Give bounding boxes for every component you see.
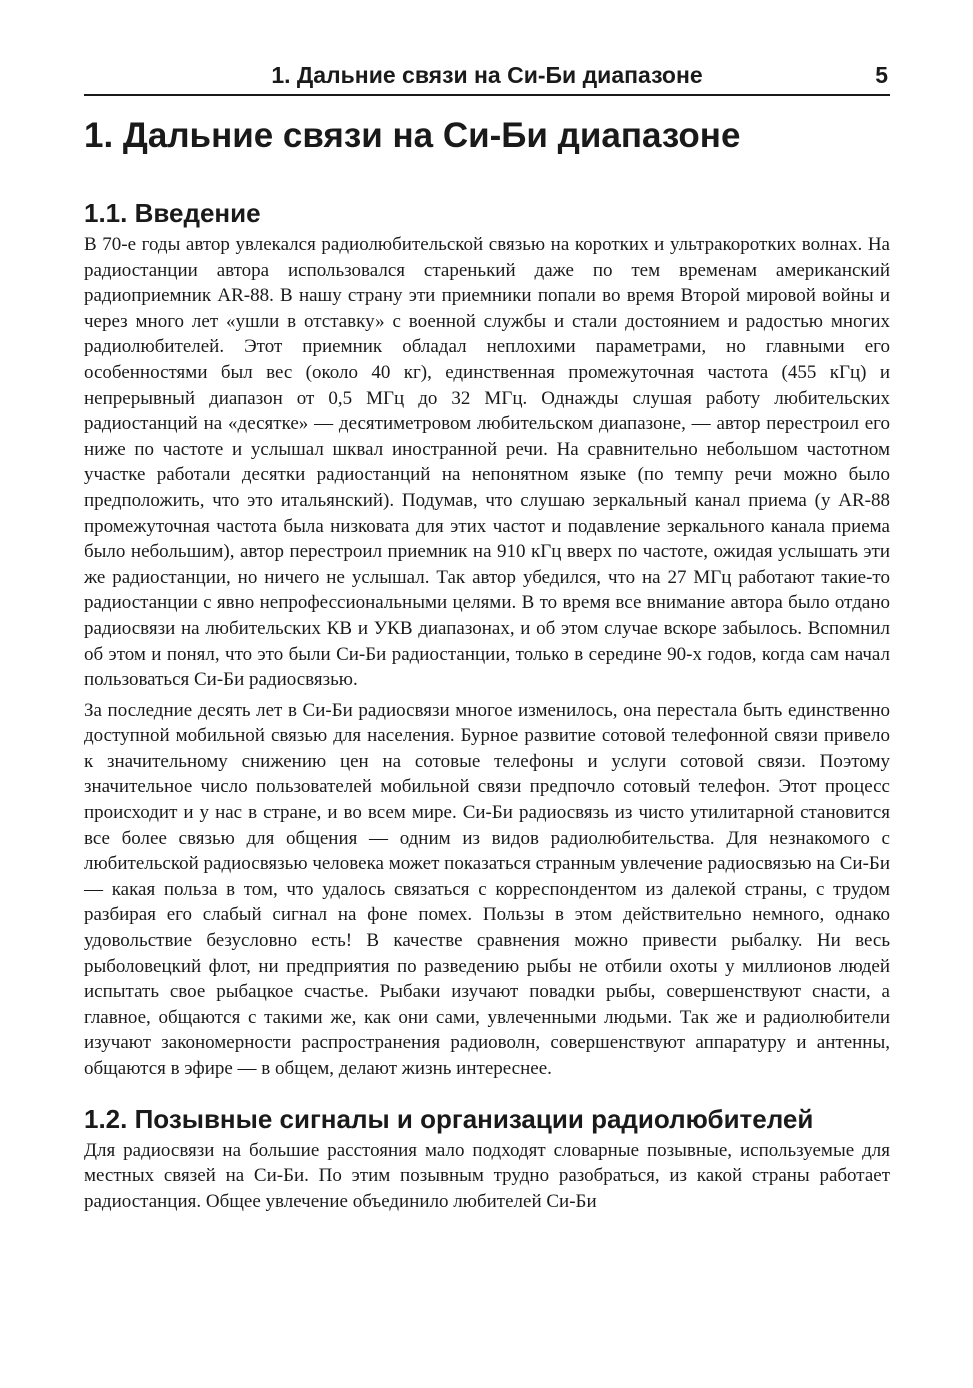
page-content — [84, 106, 890, 1214]
page-number: 5 — [875, 62, 888, 88]
body-paragraph: За последние десять лет в Си-Би радиосвязи многое изменилось, она перестала быть единственно доступной мобильной связью для населения. Бурное развитие сотовой телефонной связи привело к значительному снижению цен на сотовые телефоны и услуги сотовой связи. Поэтому значительное число пользователей мобильной связи предпочло сотовый телефон. Этот процесс происходит и у нас в стране, и во всем мире. Си-Би радиосвязь из чисто утилитарной становится все более связью для общения — одним из видов радиолюбительства. Для незнакомого с любительской радиосвязью человека может показаться странным увлечение радиосвязью на Си-Би — какая польза в том, что удалось связаться с корреспондентом из далекой страны, с трудом разбирая его слабый сигнал на фоне помех. Пользы в этом действительно немного, однако удовольствие безусловно есть! В качестве сравнения можно привести рыбалку. Ни весь рыболовецкий флот, ни предприятия по разведению рыбы не отбили охоты у миллионов людей испытать свое рыбацкое счастье. Рыбаки изучают повадки рыбы, совершенствуют снасти, а главное, общаются с такими же, как они сами, увлеченными людьми. Так же и радиолюбители изучают закономерности распространения радиоволн, совершенствуют аппаратуру и антенны, общаются в эфире — в общем, делают жизнь интереснее. — [84, 699, 890, 1079]
chapter-title: 1. Дальние связи на Си-Би диапазоне — [84, 116, 741, 155]
running-head — [84, 60, 890, 96]
body-paragraph: Для радиосвязи на большие расстояния мало подходят словарные позывные, используемые для местных связей на Си-Би. По этим позывным трудно разобраться, из какой страны работает радиостанция. Общее увлечение объединило любителей Си-Би — [84, 1139, 890, 1212]
section-heading-call-signs: 1.2. Позывные сигналы и организации радиолюбителей — [84, 1103, 814, 1134]
section-heading-introduction: 1.1. Введение — [84, 198, 261, 228]
running-head-title: 1. Дальние связи на Си-Би диапазоне — [271, 62, 703, 88]
body-paragraph: В 70-е годы автор увлекался радиолюбительской связью на коротких и ультракоротких волнах. На радиостанции автора использовался старенький даже по тем временам американский радиоприемник AR-88. В нашу страну эти приемники попали во время Второй мировой войны и через много лет «ушли в отставку» с военной службы и стали достоянием и радостью многих радиолюбителей. Этот приемник обладал неплохими параметрами, но главными его особенностями был вес (около 40 кг), единственная промежуточная частота (455 кГц) и непрерывный диапазон от 0,5 МГц до 32 МГц. Однажды слушая работу любительских радиостанций на «десятке» — десятиметровом любительском диапазоне, — автор перестроил его ниже по частоте и услышал шквал иностранной речи. На сравнительно небольшом частотном участке работали десятки радиостанций на непонятном языке (по темпу речи можно было предположить, что это итальянский). Подумав, что слушаю зеркальный канал приема (у AR-88 промежуточная частота была низковата для этих частот и подавление зеркального канала приема было небольшим), автор перестроил приемник на 910 кГц вверх по частоте, ожидая услышать эти же радиостанции, но ничего не услышал. Так автор убедился, что на 27 МГц работают такие-то радиостанции с явно непрофессиональными целями. В то время все внимание автора было отдано радиосвязи на любительских КВ и УКВ диапазонах, и об этом случае вскоре забылось. Вспомнил об этом и понял, что это были Си-Би радиостанции, только в середине 90-х годов, когда сам начал пользоваться Си-Би радиосвязью. — [84, 234, 890, 691]
